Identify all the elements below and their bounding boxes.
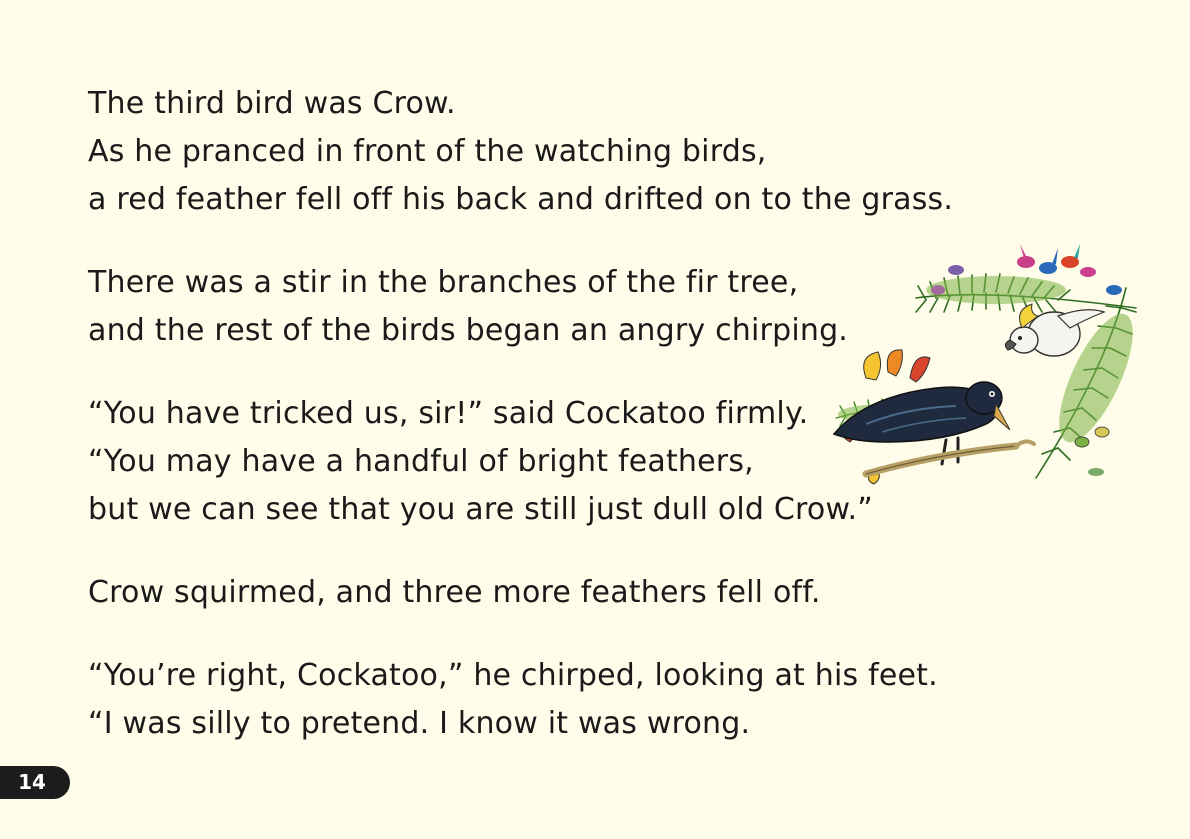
paragraph-5	[88, 652, 948, 748]
story-text	[88, 80, 954, 783]
text-line: “I was silly to pretend. I know it was wrong.	[88, 706, 751, 741]
paragraph-2	[88, 259, 948, 355]
text-line: As he pranced in front of the watching birds,	[88, 134, 767, 169]
branch	[866, 441, 1034, 474]
page-number-badge: 14	[0, 766, 70, 799]
paragraph-1	[88, 80, 954, 224]
text-line: “You may have a handful of bright feathers,	[88, 444, 754, 479]
text-line: Crow squirmed, and three more feathers fell off.	[88, 575, 821, 610]
text-line: The third bird was Crow.	[88, 86, 456, 121]
text-line: “You have tricked us, sir!” said Cockatoo firmly.	[88, 396, 809, 431]
text-line: There was a stir in the branches of the fir tree,	[88, 265, 799, 300]
text-line: but we can see that you are still just dull old Crow.”	[88, 492, 873, 527]
text-line: “You’re right, Cockatoo,” he chirped, looking at his feet.	[88, 658, 938, 693]
crow-cockatoo-illustration-icon	[826, 228, 1146, 506]
text-line: a red feather fell off his back and drifted on to the grass.	[88, 182, 954, 217]
paragraph-3	[88, 390, 948, 534]
paragraph-4	[88, 569, 948, 617]
text-line: and the rest of the birds began an angry chirping.	[88, 313, 849, 348]
